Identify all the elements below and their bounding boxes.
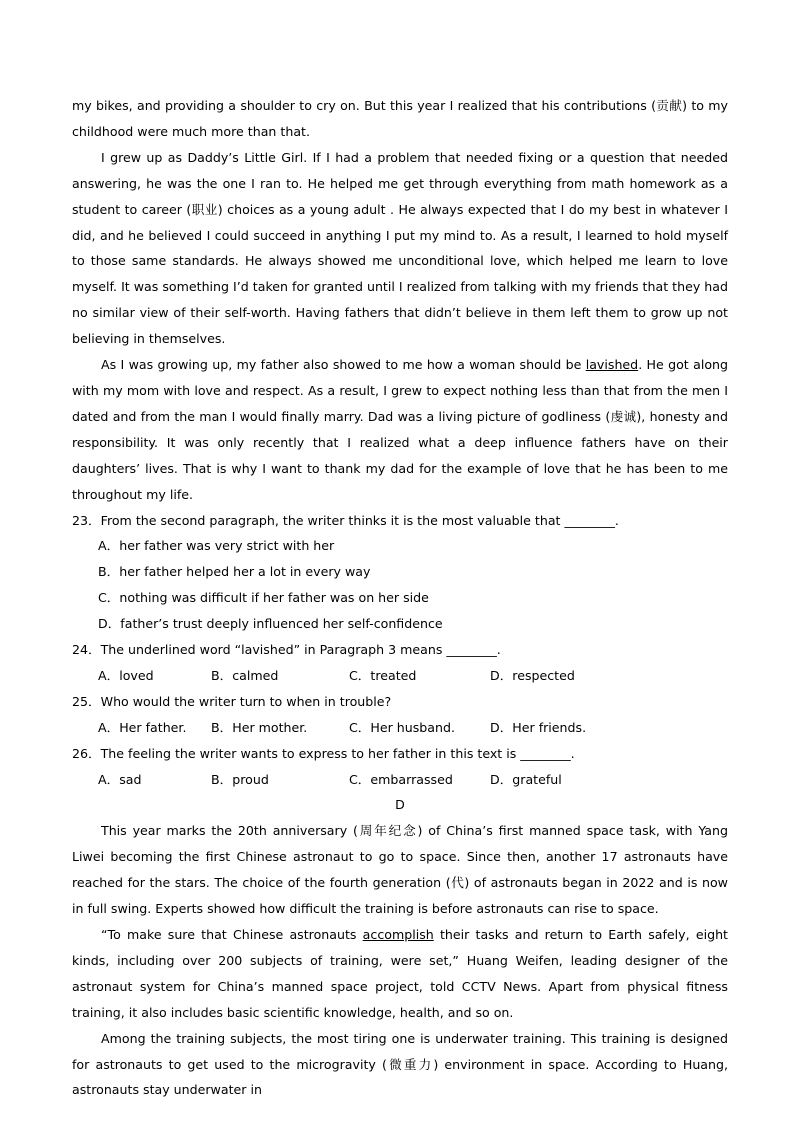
underlined-word-accomplish: accomplish [362, 927, 434, 942]
option-b: B．her father helped her a lot in every way [98, 564, 371, 580]
option-a: A．Her father. [98, 719, 187, 735]
passage-c-paragraph-1: my bikes, and providing a shoulder to cry on. But this year I realized that his contributions (贡献) to my childhood were much more than that. [72, 98, 728, 139]
passage-c-paragraph-3 [72, 352, 728, 507]
document-page [72, 93, 728, 1103]
passage-d-paragraph-1: This year marks the 20th anniversary (周年纪念) of China’s first manned space task, with Yang Liwei becoming the first Chinese astronaut to go to space. Since then, another 17 astronauts have reached for the stars. The choice of the fourth generation (代) of astronauts began in 2022 and is now in full swing. Experts showed how difficult the training is before astronauts can rise to space. [72, 823, 728, 917]
question-24 [72, 637, 728, 689]
option-d: D．respected [490, 667, 575, 683]
question-stem: 24．The underlined word “lavished” in Paragraph 3 means ________. [72, 642, 501, 658]
option-a: A．her father was very strict with her [98, 538, 335, 554]
question-23 [72, 508, 728, 638]
option-d: D．Her friends. [490, 719, 587, 735]
option-d: D．father’s trust deeply influenced her self-confidence [98, 616, 443, 632]
paragraph-text: “To make sure that Chinese astronauts [101, 927, 363, 942]
option-a: A．sad [98, 771, 142, 787]
question-stem: 26．The feeling the writer wants to express to her father in this text is ________. [72, 745, 575, 761]
question-25 [72, 689, 728, 741]
option-c: C．embarrassed [349, 771, 453, 787]
passage-c-paragraph-2: I grew up as Daddy’s Little Girl. If I had a problem that needed fixing or a question that needed answering, he was the one I ran to. He helped me get through everything from math homework as a student to career (职业) choices as a young adult . He always expected that I do my best in whatever I did, and he believed I could succeed in anything I put my mind to. As a result, I learned to hold myself to those same standards. He always showed me unconditional love, which helped me learn to love myself. It was something I’d taken for granted until I realized from talking with my friends that they had no similar view of their self-worth. Having fathers that didn’t believe in them left them to grow up not believing in themselves. [72, 149, 728, 347]
option-b: B．calmed [211, 667, 279, 683]
paragraph-text: their tasks and return to Earth safely, eight kinds, including over 200 subjects of training, were set,” Huang Weifen, leading designer of the astronaut system for China’s manned space project, told CCTV News. Apart from physical fitness training, it also includes basic scientific knowledge, health, and so on. [72, 927, 728, 1020]
passage-d-heading: D [395, 797, 405, 813]
option-d: D．grateful [490, 771, 562, 787]
underlined-word-lavished: lavished [585, 357, 639, 373]
options-row [72, 715, 728, 741]
question-stem: 25．Who would the writer turn to when in trouble? [72, 693, 392, 709]
passage-d-paragraph-3: Among the training subjects, the most tiring one is underwater training. This training is designed for astronauts to get used to the microgravity (微重力) environment in space. According to Huang, astronauts stay underwater in [72, 1030, 728, 1098]
option-c: C．treated [349, 667, 417, 683]
question-stem: 23．From the second paragraph, the writer thinks it is the most valuable that ________. [72, 512, 619, 528]
passage-d-paragraph-2 [72, 922, 728, 1026]
option-c: C．Her husband. [349, 719, 456, 735]
option-c: C．nothing was difficult if her father was on her side [98, 590, 429, 606]
option-a: A．loved [98, 667, 154, 683]
paragraph-text: As I was growing up, my father also showed to me how a woman should be [101, 357, 586, 373]
paragraph-text: . He got along with my mom with love and respect. As a result, I grew to expect nothing less than that from the men I dated and from the man I would finally marry. Dad was a living picture of godliness (虔诚), honesty and responsibility. It was only recently that I realized what a deep influence fathers have on their daughters’ lives. That is why I want to thank my dad for the example of love that he has been to me throughout my life. [72, 357, 728, 502]
options-row [72, 663, 728, 689]
option-b: B．Her mother. [211, 719, 308, 735]
options-row [72, 767, 728, 793]
question-26 [72, 741, 728, 793]
option-b: B．proud [211, 771, 269, 787]
